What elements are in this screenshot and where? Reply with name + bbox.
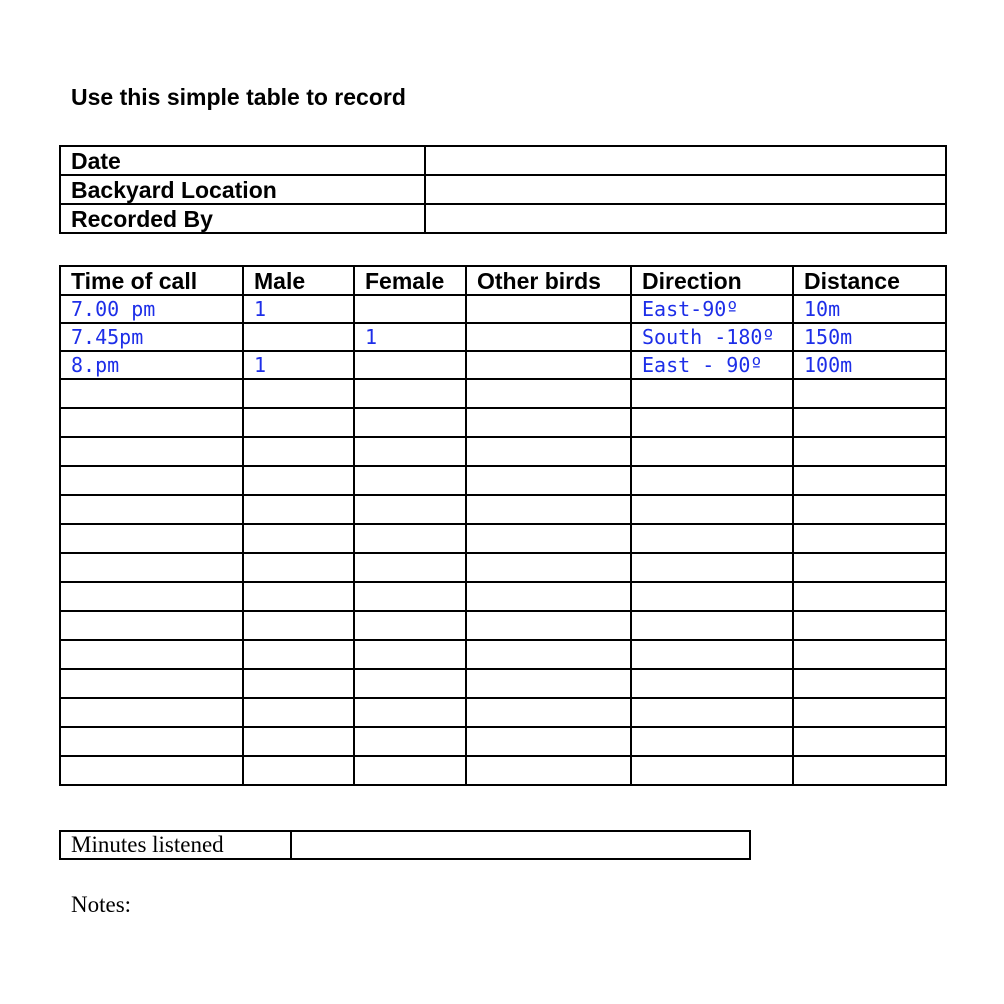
cell-time[interactable] xyxy=(60,466,243,495)
cell-time[interactable]: 7.45pm xyxy=(60,323,243,351)
cell-time[interactable] xyxy=(60,611,243,640)
info-row-recorded-by xyxy=(60,204,946,233)
table-row xyxy=(60,495,946,524)
log-body xyxy=(60,295,946,785)
cell-female[interactable] xyxy=(354,295,466,323)
info-value-location[interactable] xyxy=(425,175,946,204)
cell-distance[interactable] xyxy=(793,524,946,553)
cell-distance[interactable] xyxy=(793,379,946,408)
cell-other-birds[interactable] xyxy=(466,669,631,698)
cell-direction[interactable]: South -180º xyxy=(631,323,793,351)
cell-other-birds[interactable] xyxy=(466,323,631,351)
cell-distance[interactable] xyxy=(793,582,946,611)
table-row xyxy=(60,466,946,495)
cell-distance[interactable] xyxy=(793,553,946,582)
table-row xyxy=(60,408,946,437)
table-row xyxy=(60,640,946,669)
cell-other-birds[interactable] xyxy=(466,408,631,437)
cell-other-birds[interactable] xyxy=(466,756,631,785)
cell-distance[interactable]: 150m xyxy=(793,323,946,351)
cell-other-birds[interactable] xyxy=(466,611,631,640)
cell-time[interactable]: 7.00 pm xyxy=(60,295,243,323)
cell-direction[interactable] xyxy=(631,727,793,756)
cell-other-birds[interactable] xyxy=(466,495,631,524)
cell-female[interactable] xyxy=(354,756,466,785)
cell-other-birds[interactable] xyxy=(466,437,631,466)
table-row xyxy=(60,524,946,553)
column-header-male: Male xyxy=(243,266,354,295)
cell-other-birds[interactable] xyxy=(466,295,631,323)
cell-male[interactable] xyxy=(243,323,354,351)
cell-time[interactable] xyxy=(60,756,243,785)
page-heading: Use this simple table to record xyxy=(71,84,406,110)
cell-time[interactable] xyxy=(60,495,243,524)
cell-distance[interactable] xyxy=(793,698,946,727)
cell-male[interactable]: 1 xyxy=(243,295,354,323)
cell-female[interactable] xyxy=(354,698,466,727)
column-header-female: Female xyxy=(354,266,466,295)
cell-male[interactable] xyxy=(243,408,354,437)
cell-distance[interactable] xyxy=(793,669,946,698)
cell-time[interactable]: 8.pm xyxy=(60,351,243,379)
cell-other-birds[interactable] xyxy=(466,553,631,582)
column-header-direction: Direction xyxy=(631,266,793,295)
cell-female[interactable] xyxy=(354,351,466,379)
cell-female[interactable] xyxy=(354,553,466,582)
cell-direction[interactable] xyxy=(631,669,793,698)
table-row xyxy=(60,379,946,408)
cell-direction[interactable] xyxy=(631,756,793,785)
column-header-distance: Distance xyxy=(793,266,946,295)
cell-male[interactable] xyxy=(243,495,354,524)
cell-male[interactable] xyxy=(243,466,354,495)
info-label-recorded-by: Recorded By xyxy=(60,204,425,233)
cell-direction[interactable] xyxy=(631,379,793,408)
cell-distance[interactable] xyxy=(793,495,946,524)
cell-female[interactable] xyxy=(354,727,466,756)
table-row xyxy=(60,727,946,756)
table-row xyxy=(60,323,946,351)
cell-female[interactable] xyxy=(354,611,466,640)
table-row xyxy=(60,351,946,379)
info-row-date xyxy=(60,146,946,175)
cell-other-birds[interactable] xyxy=(466,379,631,408)
cell-male[interactable] xyxy=(243,611,354,640)
info-row-location xyxy=(60,175,946,204)
cell-time[interactable] xyxy=(60,379,243,408)
info-label-location: Backyard Location xyxy=(60,175,425,204)
table-row xyxy=(60,582,946,611)
cell-female[interactable] xyxy=(354,437,466,466)
cell-male[interactable] xyxy=(243,379,354,408)
info-value-date[interactable] xyxy=(425,146,946,175)
cell-time[interactable] xyxy=(60,553,243,582)
cell-other-birds[interactable] xyxy=(466,524,631,553)
table-row xyxy=(60,611,946,640)
cell-direction[interactable] xyxy=(631,698,793,727)
cell-distance[interactable] xyxy=(793,756,946,785)
cell-direction[interactable] xyxy=(631,466,793,495)
cell-other-birds[interactable] xyxy=(466,640,631,669)
cell-female[interactable] xyxy=(354,524,466,553)
cell-time[interactable] xyxy=(60,698,243,727)
info-value-recorded-by[interactable] xyxy=(425,204,946,233)
cell-male[interactable] xyxy=(243,524,354,553)
cell-female[interactable] xyxy=(354,640,466,669)
cell-time[interactable] xyxy=(60,524,243,553)
cell-direction[interactable] xyxy=(631,524,793,553)
cell-male[interactable] xyxy=(243,582,354,611)
table-row xyxy=(60,437,946,466)
table-row xyxy=(60,756,946,785)
cell-female[interactable]: 1 xyxy=(354,323,466,351)
column-header-other-birds: Other birds xyxy=(466,266,631,295)
column-header-time: Time of call xyxy=(60,266,243,295)
table-row xyxy=(60,698,946,727)
cell-direction[interactable] xyxy=(631,495,793,524)
cell-male[interactable] xyxy=(243,669,354,698)
cell-direction[interactable] xyxy=(631,408,793,437)
cell-direction[interactable] xyxy=(631,611,793,640)
info-label-date: Date xyxy=(60,146,425,175)
cell-male[interactable] xyxy=(243,553,354,582)
cell-male[interactable] xyxy=(243,756,354,785)
bird-call-log-table xyxy=(59,265,947,786)
cell-other-birds[interactable] xyxy=(466,698,631,727)
cell-distance[interactable] xyxy=(793,727,946,756)
cell-distance[interactable] xyxy=(793,408,946,437)
cell-direction[interactable] xyxy=(631,640,793,669)
cell-time[interactable] xyxy=(60,408,243,437)
cell-direction[interactable] xyxy=(631,553,793,582)
cell-direction[interactable] xyxy=(631,437,793,466)
cell-female[interactable] xyxy=(354,669,466,698)
cell-time[interactable] xyxy=(60,437,243,466)
cell-male[interactable] xyxy=(243,698,354,727)
cell-male[interactable] xyxy=(243,727,354,756)
cell-female[interactable] xyxy=(354,408,466,437)
cell-other-birds[interactable] xyxy=(466,466,631,495)
cell-female[interactable] xyxy=(354,582,466,611)
notes-label: Notes: xyxy=(71,892,132,917)
cell-time[interactable] xyxy=(60,640,243,669)
info-table xyxy=(59,145,947,234)
cell-time[interactable] xyxy=(60,669,243,698)
table-row xyxy=(60,553,946,582)
cell-distance[interactable] xyxy=(793,437,946,466)
cell-distance[interactable] xyxy=(793,466,946,495)
cell-time[interactable] xyxy=(60,582,243,611)
cell-other-birds[interactable] xyxy=(466,727,631,756)
minutes-value[interactable] xyxy=(291,831,750,859)
cell-distance[interactable]: 10m xyxy=(793,295,946,323)
cell-male[interactable] xyxy=(243,640,354,669)
cell-female[interactable] xyxy=(354,495,466,524)
cell-distance[interactable]: 100m xyxy=(793,351,946,379)
cell-male[interactable] xyxy=(243,437,354,466)
table-row xyxy=(60,669,946,698)
cell-direction[interactable] xyxy=(631,582,793,611)
table-row xyxy=(60,295,946,323)
cell-distance[interactable] xyxy=(793,611,946,640)
cell-other-birds[interactable] xyxy=(466,582,631,611)
cell-direction[interactable]: East-90º xyxy=(631,295,793,323)
cell-female[interactable] xyxy=(354,379,466,408)
minutes-row xyxy=(60,831,750,859)
minutes-label: Minutes listened xyxy=(60,831,291,859)
cell-female[interactable] xyxy=(354,466,466,495)
cell-direction[interactable]: East - 90º xyxy=(631,351,793,379)
cell-male[interactable]: 1 xyxy=(243,351,354,379)
cell-time[interactable] xyxy=(60,727,243,756)
cell-distance[interactable] xyxy=(793,640,946,669)
minutes-listened-table xyxy=(59,830,751,860)
log-header-row xyxy=(60,266,946,295)
cell-other-birds[interactable] xyxy=(466,351,631,379)
